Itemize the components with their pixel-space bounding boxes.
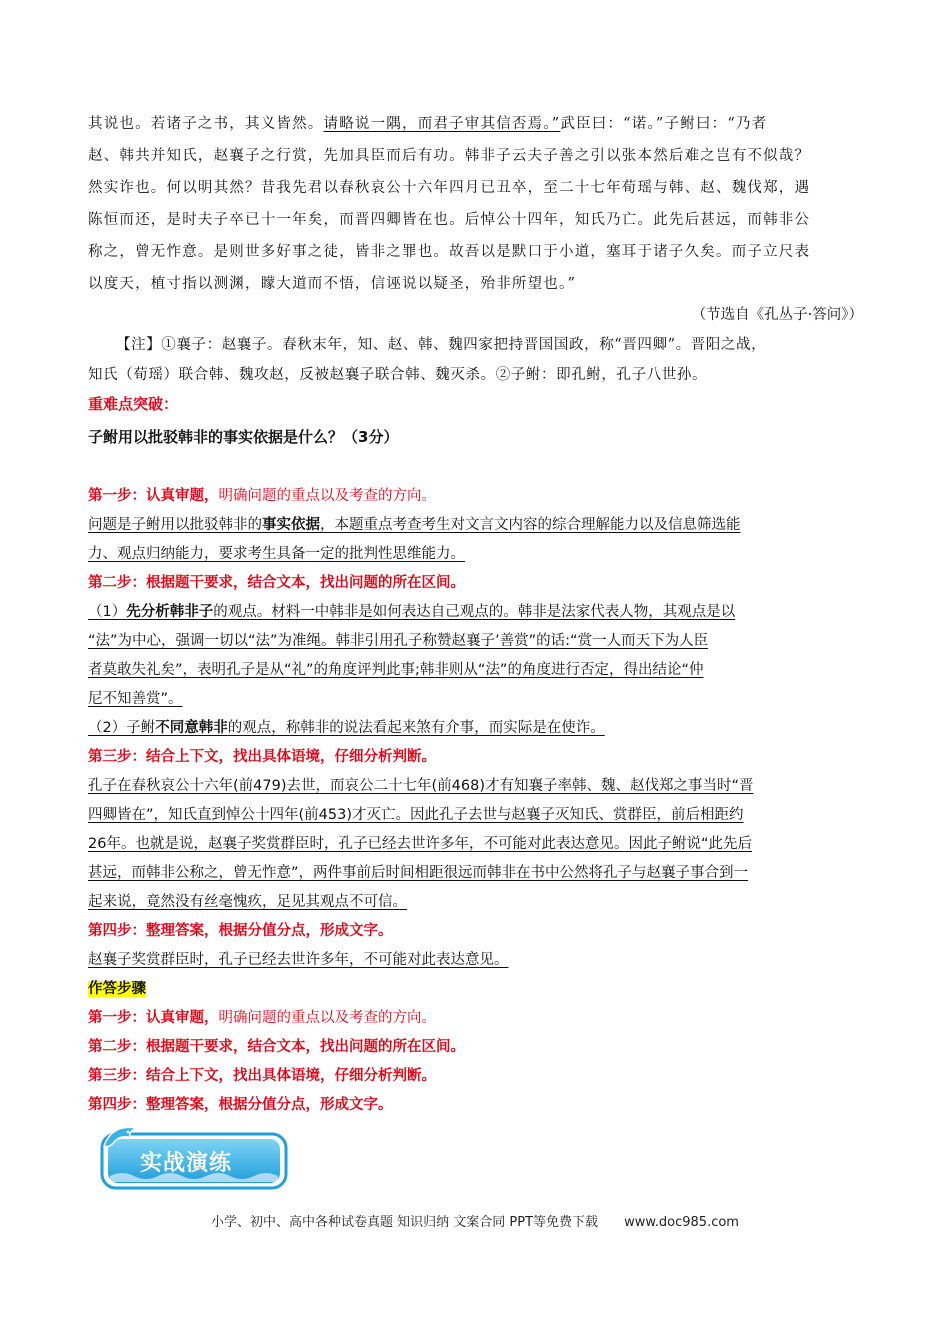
text-span: 的观点。材料一中韩非是如何表达自己观点的。韩非是法家代表人物，其观点是以 (213, 604, 736, 620)
text-span: ，本题重点考查考生对文言文内容的综合理解能力以及信息筛选能 (320, 517, 741, 533)
badge-label: 实战演练 (140, 1151, 233, 1176)
text-span: （1） (88, 604, 127, 620)
step-heading: 第三步：结合上下文，找出具体语境，仔细分析判断。 (88, 749, 436, 765)
summary-step (88, 1004, 863, 1033)
analysis-paragraph: 尼不知善赏”。 (88, 691, 183, 707)
step-label: 第一步：认真审题， (88, 488, 219, 504)
analysis-paragraph: 起来说，竟然没有丝毫愧疚，足见其观点不可信。 (88, 894, 407, 910)
summary-step: 第四步：整理答案，根据分值分点，形成文字。 (88, 1097, 393, 1113)
summary-title-line (88, 975, 863, 1004)
analysis-steps (88, 482, 863, 1120)
section-title: 重难点突破： (88, 395, 179, 413)
text-span: （2）子鲋 (88, 720, 156, 736)
annotation-note (88, 330, 863, 390)
bold-span: 不同意韩非 (155, 720, 228, 736)
bold-span: 先分析韩非子 (126, 604, 214, 620)
analysis-paragraph: “法”为中心，强调一切以“法”为准绳。韩非引用孔子称赞赵襄子’善赏”的话:“赏一人而天下为人臣 (88, 633, 709, 649)
analysis-paragraph (88, 511, 863, 540)
document-body (88, 108, 863, 1120)
source-citation: （节选自《孔丛子·答问》） (691, 307, 863, 323)
analysis-paragraph: 26年。也就是说，赵襄子奖赏群臣时，孔子已经去世许多年，不可能对此表达意见。因此子鲋说“此先后 (88, 836, 752, 852)
ancient-text (88, 108, 863, 300)
bold-span: 事实依据 (262, 517, 320, 533)
summary-title: 作答步骤 (88, 981, 146, 997)
ancient-line: 称之，曾无怍意。是则世多好事之徒，皆非之罪也。故吾以是默口于小道，塞耳于诸子久矣。而子立尺表 (88, 244, 811, 260)
note-line: 【注】①襄子：赵襄子。春秋末年，知、赵、韩、魏四家把持晋国国政，称“晋四卿”。晋阳之战， (116, 337, 767, 353)
analysis-paragraph: 甚远，而韩非公称之，曾无怍意”，两件事前后时间相距很远而韩非在书中公然将孔子与赵襄子事合到一 (88, 865, 749, 881)
footer (0, 1211, 950, 1230)
ancient-line: 以度天，植寸指以测渊，矇大道而不悟，信诬说以疑圣，殆非所望也。” (88, 276, 577, 292)
ancient-line (88, 108, 863, 140)
answer-text: 赵襄子奖赏群臣时，孔子已经去世许多年，不可能对此表达意见。 (88, 952, 509, 968)
underlined-quote: 请略说一隅，而君子审其信否焉。” (323, 116, 561, 132)
text-span: 的观点，称韩非的说法看起来煞有介事，而实际是在使诈。 (227, 720, 605, 736)
summary-step: 第二步：根据题干要求，结合文本，找出问题的所在区间。 (88, 1039, 465, 1055)
step-heading: 第四步：整理答案，根据分值分点，形成文字。 (88, 923, 393, 939)
analysis-paragraph: 者莫敢失礼矣”，表明孔子是从“礼”的角度评判此事;韩非则从“法”的角度进行否定，得出结论“仲 (88, 662, 704, 678)
practice-badge (98, 1120, 290, 1192)
ancient-line: 赵、韩共并知氏，赵襄子之行赏，先加具臣而后有功。韩非子云夫子善之引以张本然后难之岂有不似哉？ (88, 148, 811, 164)
step-text: 明确问题的重点以及考查的方向。 (218, 1010, 436, 1026)
step-heading (88, 482, 863, 511)
analysis-paragraph (88, 714, 863, 743)
analysis-paragraph: 力、观点归纳能力，要求考生具备一定的批判性思维能力。 (88, 546, 465, 562)
footer-url[interactable]: www.doc985.com (624, 1215, 739, 1230)
text-span: 武臣曰：“诺。”子鲋曰：“乃者 (560, 116, 768, 132)
step-text: 明确问题的重点以及考查的方向。 (218, 488, 436, 504)
analysis-paragraph: 孔子在春秋哀公十六年(前479)去世，而哀公二十七年(前468)才有知襄子率韩、魏、赵伐郑之事当时“晋 (88, 778, 754, 794)
summary-step: 第三步：结合上下文，找出具体语境，仔细分析判断。 (88, 1068, 436, 1084)
note-line: 知氏（荀瑶）联合韩、魏攻赵，反被赵襄子联合韩、魏灭杀。②子鲋：即孔鲋，孔子八世孙。 (88, 367, 708, 383)
analysis-paragraph (88, 598, 863, 627)
ancient-line: 然实诈也。何以明其然？昔我先君以春秋哀公十六年四月已丑卒，至二十七年荀瑶与韩、赵、魏伐郑，遇 (88, 180, 811, 196)
text-span: 问题是子鲋用以批驳韩非的 (88, 517, 262, 533)
step-label: 第一步：认真审题， (88, 1010, 219, 1026)
text-span: 其说也。若诸子之书，其义皆然。 (88, 116, 324, 132)
question: 子鲋用以批驳韩非的事实依据是什么？（3分） (88, 428, 399, 446)
analysis-paragraph: 四卿皆在”，知氏直到悼公十四年(前453)才灭亡。因此孔子去世与赵襄子灭知氏、赏群臣，前后相距约 (88, 807, 744, 823)
footer-text: 小学、初中、高中各种试卷真题 知识归纳 文案合同 PPT等免费下载 (211, 1215, 599, 1230)
ancient-line: 陈恒而还，是时夫子卒已十一年矣，而晋四卿皆在也。后悼公十四年，知氏乃亡。此先后甚远，而韩非公 (88, 212, 811, 228)
step-heading: 第二步：根据题干要求，结合文本，找出问题的所在区间。 (88, 575, 465, 591)
